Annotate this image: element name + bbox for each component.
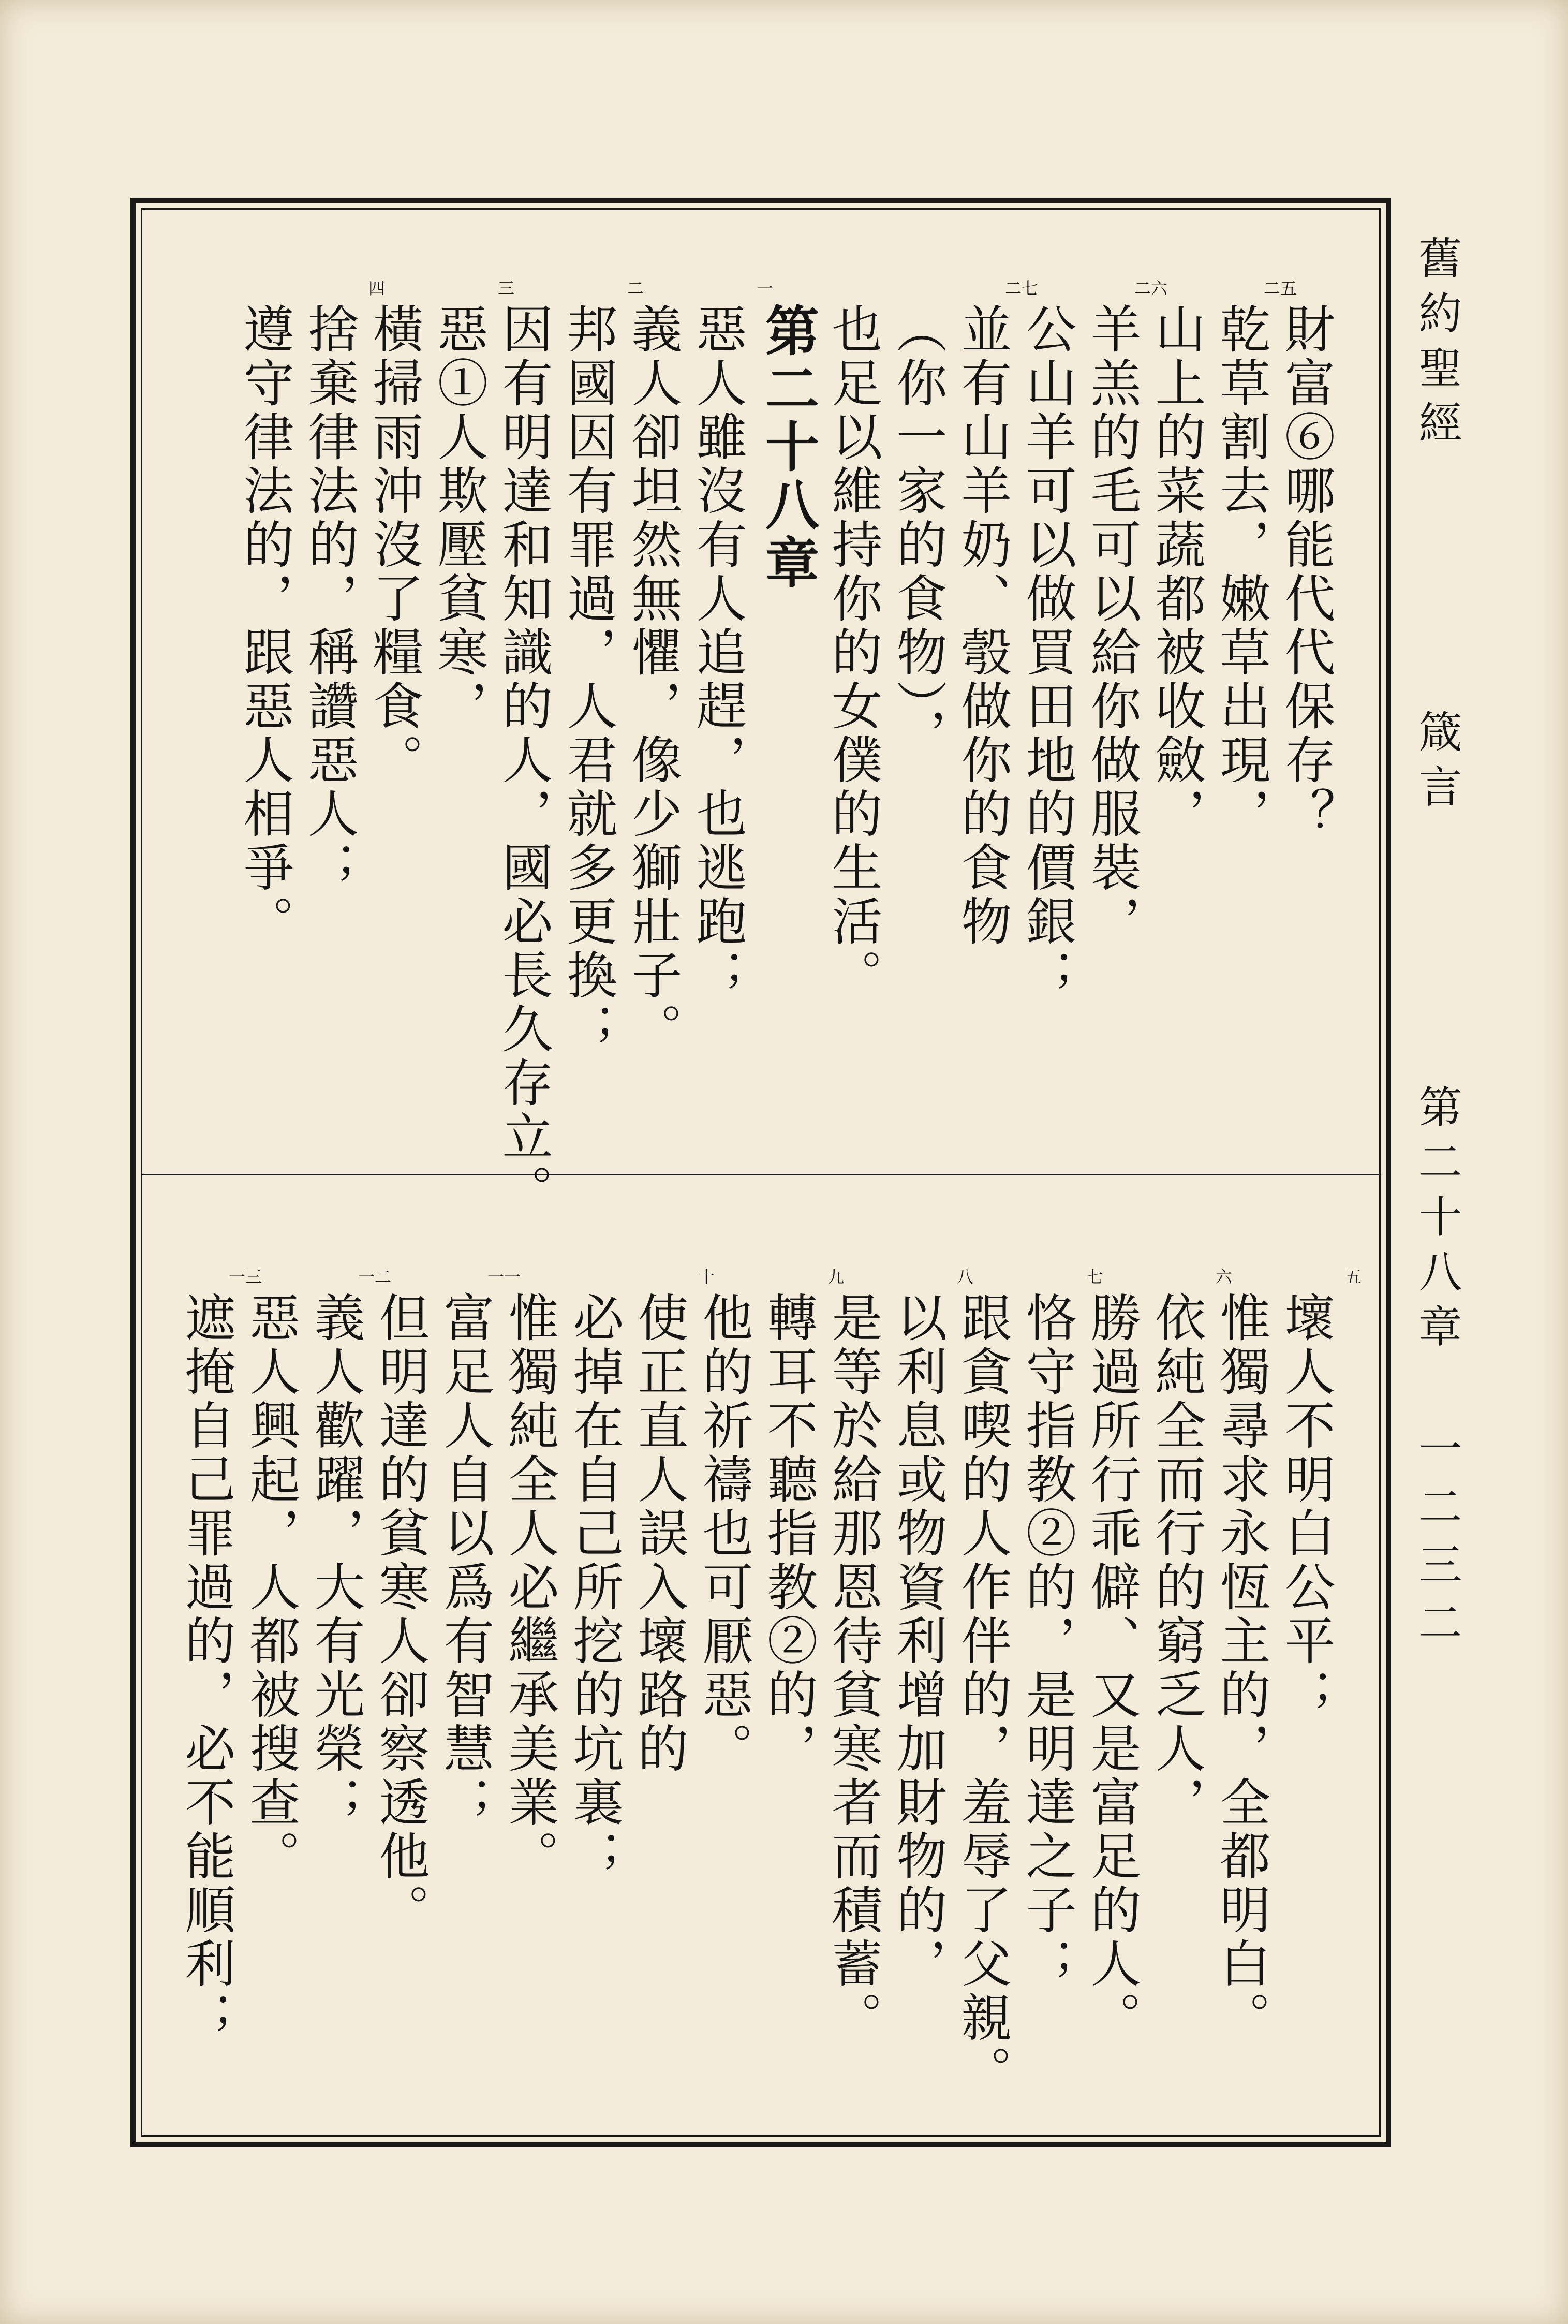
running-head-chapter: 第二十八章 — [1412, 1084, 1462, 1359]
verse-text: 山上的菜蔬都被收斂， — [1147, 303, 1206, 841]
verse-line — [426, 278, 514, 1157]
verse-number: 七 — [1086, 1267, 1103, 1287]
verse-number: 二五 — [1263, 278, 1297, 298]
verse-text: 惟獨尋求永恆主的，全都明白。 — [1211, 1291, 1270, 2045]
verse-number: 五 — [1344, 1267, 1362, 1287]
verse-text: 轉耳不聽指教②的， — [759, 1291, 818, 1776]
verse-text: 惡人雖沒有人追趕，也逃跑； — [688, 303, 747, 1003]
verse-number: 六 — [1215, 1267, 1232, 1287]
chapter-heading: 第二十八章 — [756, 303, 820, 593]
verse-line — [885, 1267, 973, 2140]
verse-text: 羊羔的毛可以給你做服裝， — [1082, 303, 1141, 949]
verse-text: 並有山羊奶、彀做你的食物 — [953, 303, 1012, 949]
verse-text: 使正直人誤入壞路的 — [629, 1291, 688, 1776]
verse-number: 二七 — [1004, 278, 1038, 298]
verse-line — [238, 1291, 303, 2140]
verse-line — [432, 1267, 521, 2140]
verse-number: 一二 — [358, 1267, 391, 1287]
verse-line — [691, 1291, 756, 2140]
verse-number: 二六 — [1134, 278, 1167, 298]
verse-text: 必掉在自己所挖的坑裏； — [565, 1291, 624, 1884]
verse-text: 是等於給那恩待貧寒者而積蓄。 — [823, 1291, 882, 2045]
verse-line — [367, 1291, 432, 2140]
verse-line — [561, 1291, 626, 2140]
verse-line — [297, 278, 385, 1157]
verse-line — [361, 303, 426, 1157]
verse-line — [950, 1291, 1014, 2140]
verse-line — [303, 1267, 391, 2140]
verse-number: 八 — [956, 1267, 973, 1287]
verse-text: 但明達的貧寒人卻察透他。 — [371, 1291, 430, 1937]
verse-text: 乾草割去，嫩草出現， — [1211, 303, 1270, 841]
verse-line — [756, 1267, 844, 2140]
verse-text: 惟獨純全人必繼承美業。 — [500, 1291, 559, 1884]
verse-number: 一一 — [487, 1267, 521, 1287]
verse-text: 遵守律法的，跟惡人相爭。 — [235, 303, 294, 949]
verse-text: 橫掃雨沖沒了糧食。 — [364, 303, 423, 787]
verse-line — [491, 303, 555, 1218]
lower-text-block — [173, 1267, 1362, 2140]
verse-text: 遮掩自己罪過的，必不能順利； — [176, 1291, 235, 2045]
verse-line — [1144, 303, 1208, 1157]
verse-line — [620, 303, 685, 1157]
verse-line — [173, 1267, 262, 2140]
verse-text: 邦國因有罪過，人君就多更換； — [558, 303, 617, 1056]
verse-text: 富足人自以爲有智慧； — [435, 1291, 494, 1830]
verse-text: 壞人不明白公平； — [1276, 1291, 1335, 1722]
verse-line — [1079, 1291, 1144, 2140]
upper-text-block — [232, 278, 1338, 1218]
verse-line — [1144, 1267, 1232, 2140]
page-number: 一二三二 — [1412, 1426, 1462, 1658]
verse-line — [1208, 1291, 1273, 2140]
verse-text: 恪守指教②的，是明達之子； — [1017, 1291, 1076, 1991]
verse-number: 四 — [368, 278, 385, 298]
verse-text: 義人歡躍，大有光榮； — [306, 1291, 365, 1830]
verse-line — [626, 1267, 715, 2140]
verse-line — [820, 1291, 885, 2140]
verse-number: 十 — [698, 1267, 715, 1287]
verse-text: 義人卻坦然無懼，像少獅壯子。 — [623, 303, 682, 1056]
verse-line — [1014, 1267, 1103, 2140]
verse-line — [555, 278, 644, 1157]
verse-number: 九 — [827, 1267, 844, 1287]
verse-text: 惡①人欺壓貧寒， — [429, 303, 488, 733]
verse-text: 因有明達和知識的人，國必長久存立。 — [494, 303, 553, 1218]
verse-text: （你一家的食物）， — [888, 303, 947, 762]
running-head-title: 舊約聖經 — [1412, 236, 1462, 455]
verse-text: 財富⑥哪能代代保存？ — [1276, 303, 1335, 841]
verse-text: 以利息或物資利增加財物的， — [888, 1291, 947, 1991]
verse-text: 捨棄律法的，稱讚惡人； — [300, 303, 359, 895]
verse-text: 他的祈禱也可厭惡。 — [694, 1291, 753, 1776]
verse-text: 依純全而行的窮乏人， — [1147, 1291, 1206, 1830]
verse-text: 公山羊可以做買田地的價銀； — [1017, 303, 1076, 1003]
verse-line — [1273, 1267, 1362, 2140]
running-head-book: 箴言 — [1412, 709, 1462, 819]
verse-text: 也足以維持你的女僕的生活。 — [823, 303, 882, 1003]
section-divider — [142, 1174, 1379, 1175]
verse-line — [1014, 303, 1079, 1157]
verse-line — [497, 1291, 561, 2140]
verse-text: 跟貪喫的人作伴的，羞辱了父親。 — [953, 1291, 1012, 2099]
verse-line — [685, 278, 773, 1157]
verse-line — [950, 278, 1038, 1157]
verse-line — [1079, 278, 1167, 1157]
verse-line — [820, 303, 885, 1157]
verse-text: 勝過所行乖僻、又是富足的人。 — [1082, 1291, 1141, 2045]
verse-line — [885, 303, 950, 1157]
verse-line — [1273, 303, 1338, 1157]
verse-number: 三 — [497, 278, 514, 298]
verse-number: 一 — [756, 278, 773, 298]
verse-line — [232, 303, 297, 1157]
verse-number: 二 — [627, 278, 644, 298]
verse-number: 一三 — [228, 1267, 262, 1287]
verse-line — [1208, 278, 1297, 1157]
verse-text: 惡人興起，人都被搜查。 — [241, 1291, 300, 1884]
